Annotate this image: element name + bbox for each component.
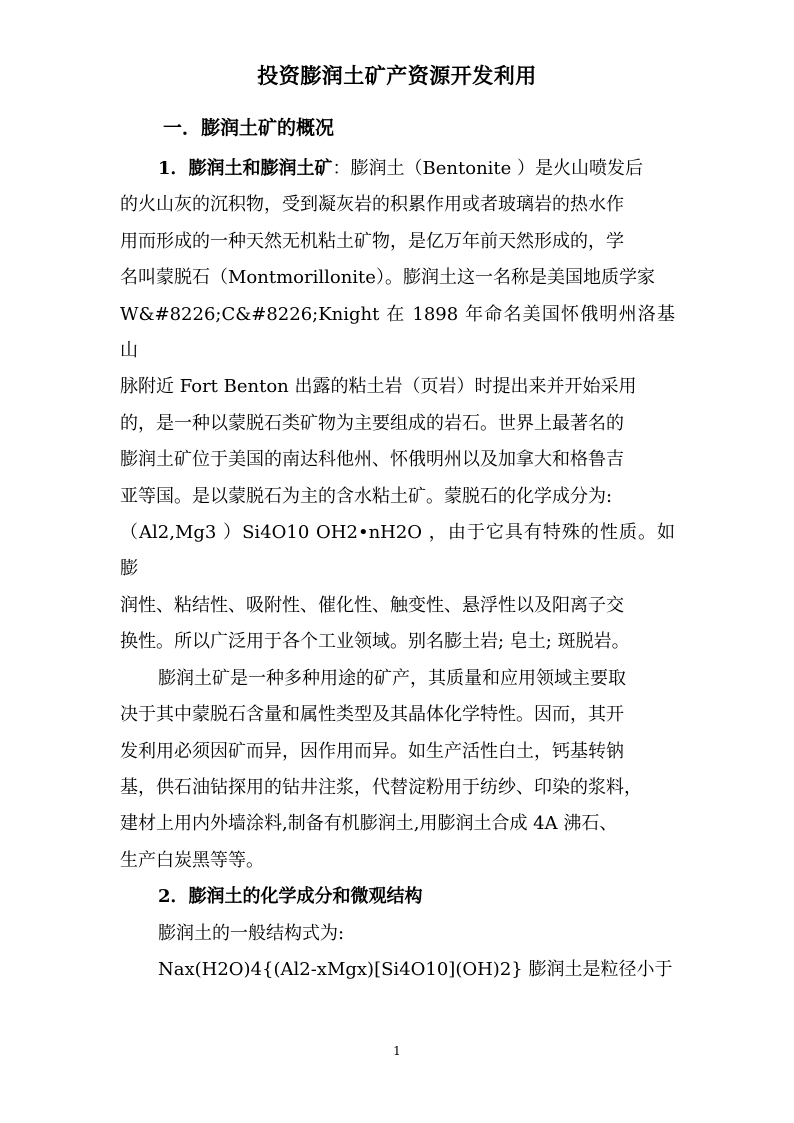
paragraph-4: Nax(H2O)4{(Al2-xMgx)[Si4O10](OH)2} 膨润土是粒径小于 — [158, 958, 673, 980]
paragraph-line: 1．膨润土和膨润土矿：膨润土（Bentonite ）是火山喷发后 — [158, 158, 644, 179]
paragraph-line: 用而形成的一种天然无机粘土矿物，是亿万年前天然形成的，学 — [120, 230, 624, 252]
paragraph-line: 名叫蒙脱石（Montmorillonite）。膨润土这一名称是美国地质学家 — [120, 267, 655, 289]
paragraph-line: W&#8226;C&#8226;Knight 在 1898 年命名美国怀俄明州洛基山 — [120, 303, 675, 362]
subheading-1: 1．膨润土和膨润土矿 — [158, 158, 333, 179]
paragraph-line: 亚等国。是以蒙脱石为主的含水粘土矿。蒙脱石的化学成分为: — [120, 485, 613, 507]
paragraph-line: 的，是一种以蒙脱石类矿物为主要组成的岩石。世界上最著名的 — [120, 412, 624, 434]
paragraph-line: 脉附近 Fort Benton 出露的粘土岩（页岩）时提出来并开始采用 — [120, 376, 637, 398]
paragraph-line: 换性。所以广泛用于各个工业领域。别名膨土岩; 皂土; 斑脱岩。 — [120, 631, 630, 653]
page-number: 1 — [393, 1044, 401, 1058]
paragraph-line: 发利用必须因矿而异，因作用而异。如生产活性白土，钙基转钠 — [120, 740, 624, 762]
paragraph-line: 润性、粘结性、吸附性、催化性、触变性、悬浮性以及阳离子交 — [120, 594, 624, 616]
paragraph-line: 决于其中蒙脱石含量和属性类型及其晶体化学特性。因而，其开 — [120, 704, 624, 726]
document-body — [120, 151, 675, 988]
paragraph-3: 膨润土的一般结构式为: — [158, 922, 345, 944]
paragraph-line: （Al2,Mg3 ）Si4O10 OH2•nH2O ，由于它具有特殊的性质。如膨 — [120, 522, 675, 580]
paragraph-line: 膨润土矿是一种多种用途的矿产，其质量和应用领域主要取 — [158, 667, 626, 689]
paragraph-1 — [120, 151, 675, 661]
paragraph-2 — [120, 661, 675, 879]
section-heading: 一．膨润土矿的概况 — [163, 117, 335, 139]
document-title: 投资膨润土矿产资源开发利用 — [257, 63, 537, 88]
paragraph-line: 生产白炭黑等等。 — [120, 849, 264, 871]
subheading-2: 2．膨润土的化学成分和微观结构 — [158, 886, 423, 908]
paragraph-line: 的火山灰的沉积物，受到凝灰岩的积累作用或者玻璃岩的热水作 — [120, 194, 624, 216]
paragraph-line: 基，供石油钻探用的钻井注浆，代替淀粉用于纺纱、印染的浆料， — [120, 776, 642, 798]
paragraph-line: 膨润土矿位于美国的南达科他州、怀俄明州以及加拿大和格鲁吉 — [120, 449, 624, 471]
paragraph-line: 建材上用内外墙涂料,制备有机膨润土,用膨润土合成 4A 沸石、 — [120, 813, 618, 835]
